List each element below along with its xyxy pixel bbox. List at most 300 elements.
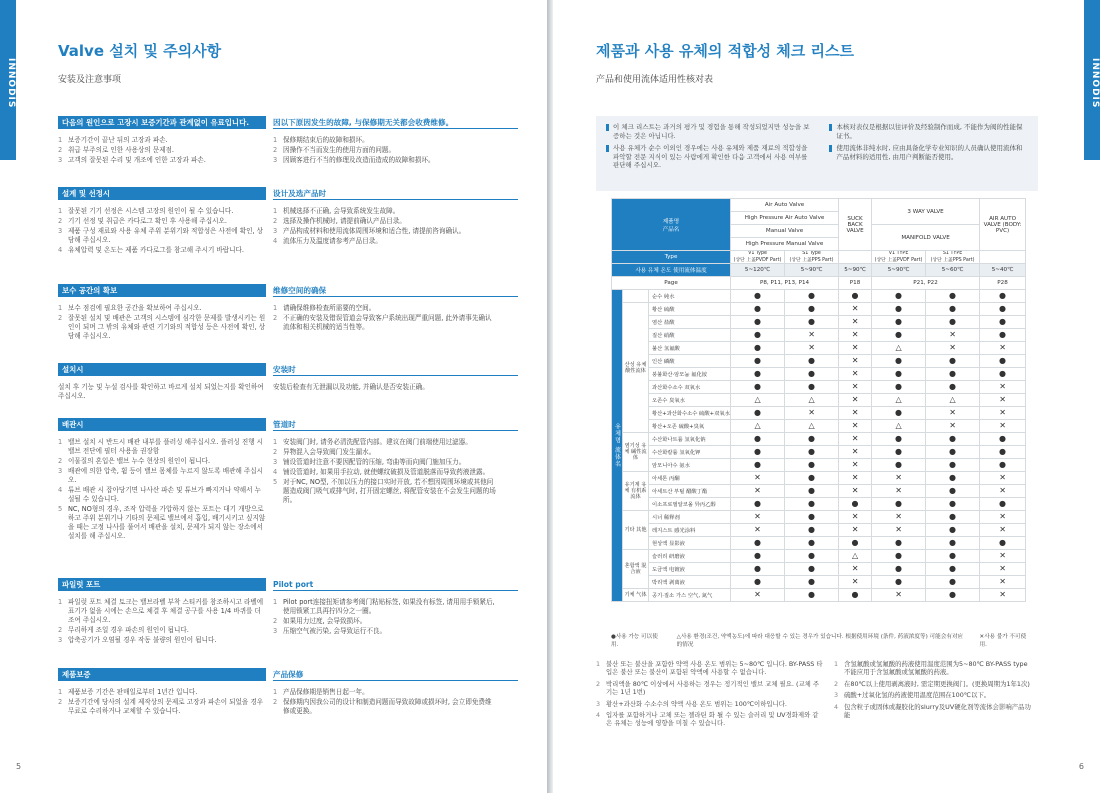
compatibility-symbol: ●: [980, 329, 1026, 342]
item-number: 3: [834, 691, 839, 700]
item-number: 4: [58, 246, 63, 254]
item-text: 압축공기가 오염될 경우 작동 불량의 원인이 됩니다.: [68, 636, 217, 644]
item-number: 1: [596, 660, 601, 668]
item-number: 3: [273, 227, 278, 235]
list-item: [58, 136, 266, 145]
product-name-header: 제품명 产品名: [612, 199, 731, 251]
section-text-kr: [58, 136, 266, 166]
section-heading-cn: 安装时: [273, 363, 518, 376]
footnotes: [596, 660, 1036, 731]
disclaimer-text: 本核对表仅是根据以往评价及经验制作而成, 不能作为阀的性能保证书。: [836, 123, 1023, 140]
list-item: [273, 698, 498, 716]
left-page: [0, 0, 547, 793]
item-number: 1: [58, 304, 63, 312]
item-number: 1: [834, 660, 839, 668]
section-text-cn: [273, 688, 498, 717]
table-row: [612, 498, 1026, 511]
footnote-item: [834, 703, 1034, 720]
section-heading-kr: 다음의 원인으로 고장시 보증기간과 관계없이 유료입니다.: [58, 116, 266, 129]
list-item: [273, 478, 498, 505]
table-row: [612, 342, 1026, 355]
fluid-name: 황산+오존 硫酸+臭氧: [649, 420, 731, 433]
list-item: [58, 156, 266, 165]
compatibility-symbol: △: [785, 420, 839, 433]
compatibility-symbol: ●: [926, 511, 980, 524]
footnote-item: [834, 680, 1034, 688]
list-item: [273, 627, 498, 636]
fluid-name: 도금액 电镀液: [649, 563, 731, 576]
table-row: [612, 524, 1026, 537]
list-item: [58, 486, 266, 504]
compatibility-symbol: ✕: [839, 394, 872, 407]
compatibility-symbol: ●: [926, 472, 980, 485]
page-title: Valve 설치 및 주의사항: [58, 42, 222, 60]
compatibility-symbol: ✕: [839, 524, 872, 537]
section-text-cn: [273, 304, 498, 342]
compatibility-symbol: ●: [872, 329, 926, 342]
item-text: 고객의 잘못된 수리 및 개조에 인한 고장과 파손.: [68, 156, 206, 164]
compatibility-symbol: ✕: [839, 316, 872, 329]
section-text-kr: [58, 598, 266, 646]
item-text: 기기 선정 및 취급은 카다로그 확인 후 사용해 주십시오.: [68, 217, 227, 225]
compatibility-symbol: ●: [872, 368, 926, 381]
table-row: [612, 394, 1026, 407]
item-number: 3: [58, 156, 63, 164]
compatibility-symbol: ●: [872, 563, 926, 576]
compatibility-symbol: ●: [926, 563, 980, 576]
compatibility-symbol: ●: [731, 576, 785, 589]
compatibility-symbol: ✕: [731, 485, 785, 498]
table-row: [612, 563, 1026, 576]
compatibility-symbol: ✕: [980, 524, 1026, 537]
item-number: 2: [273, 314, 278, 322]
compatibility-symbol: ✕: [926, 342, 980, 355]
item-text: 流体压力及温度请参考产品目录。: [283, 237, 382, 245]
compatibility-symbol: ●: [731, 498, 785, 511]
item-text: 产品保修期是销售日起一年。: [283, 688, 369, 696]
fluid-name: 수산화칼륨 氢氧化钾: [649, 446, 731, 459]
compatibility-symbol: ●: [872, 537, 926, 550]
table-row: [612, 329, 1026, 342]
section-text-cn: [273, 207, 498, 256]
legend-item: ●사용 가능 可以使用.: [611, 634, 658, 648]
fluid-name: 현상액 显影液: [649, 537, 731, 550]
list-item: [273, 617, 498, 626]
temperature-cell: 5~90℃: [839, 264, 872, 277]
list-item: [58, 217, 266, 226]
fluid-name: 인산 磷酸: [649, 355, 731, 368]
item-number: 2: [58, 698, 63, 706]
item-text: 제품보증 기간은 판매일로부터 1년간 입니다.: [68, 688, 198, 696]
fluid-name: 질산 硝酸: [649, 329, 731, 342]
page-ref-cell: P21, P22: [872, 277, 980, 290]
type-cell: [980, 251, 1026, 264]
product-name-cell: MANIFOLD VALVE: [872, 225, 980, 251]
compatibility-symbol: ✕: [785, 407, 839, 420]
item-number: 2: [58, 626, 63, 634]
table-row: [612, 576, 1026, 589]
temperature-cell: 5~90℃: [785, 264, 839, 277]
item-number: 1: [58, 136, 63, 144]
compatibility-symbol: ●: [731, 433, 785, 446]
compatibility-symbol: ●: [926, 589, 980, 602]
disclaimer-box: [596, 116, 1038, 191]
compatibility-symbol: ●: [785, 485, 839, 498]
item-text: 파일럿 포트 체결 토크는 밸브라벨 부착 스티커를 참조하시고 라벨에 표기가 없을 시에는 손으로 체결 후 체결 공구를 사용 1/4 바퀴를 더 조여 주십시오.: [68, 598, 264, 624]
item-number: 3: [58, 636, 63, 644]
section-heading-kr: 파일럿 포트: [58, 578, 266, 591]
compatibility-symbol: ✕: [785, 329, 839, 342]
product-name-cell: SUCK BACK VALVE: [839, 199, 872, 251]
fluid-group-label: 염기성 유체 碱性流体: [623, 433, 649, 472]
compatibility-symbol: ✕: [872, 524, 926, 537]
compatibility-symbol: ●: [731, 355, 785, 368]
footnote-item: [834, 691, 1034, 699]
compatibility-symbol: ✕: [731, 589, 785, 602]
compatibility-symbol: ✕: [980, 420, 1026, 433]
table-row: [612, 433, 1026, 446]
compatibility-symbol: ●: [926, 368, 980, 381]
compatibility-symbol: ●: [980, 446, 1026, 459]
temperature-header: 사용 유체 온도 使用流体温度: [612, 264, 731, 277]
compatibility-symbol: ●: [980, 316, 1026, 329]
compatibility-symbol: ✕: [980, 589, 1026, 602]
section-heading-kr: 설계 및 선정시: [58, 187, 266, 200]
item-number: 2: [273, 146, 278, 154]
fluid-name: 이소프로필알코올 异丙乙醇: [649, 498, 731, 511]
compatibility-symbol: ✕: [926, 329, 980, 342]
table-row: [612, 485, 1026, 498]
footnote-item: [834, 660, 1034, 677]
item-number: 3: [58, 467, 63, 475]
item-text: 무리하게 조일 경우 파손의 원인이 됩니다.: [68, 626, 189, 634]
list-item: [58, 457, 266, 466]
compatibility-symbol: ✕: [872, 485, 926, 498]
footnotes-kr: [596, 660, 824, 731]
item-number: 2: [273, 617, 278, 625]
compatibility-symbol: ●: [872, 355, 926, 368]
compatibility-symbol: ✕: [731, 511, 785, 524]
table-row: [612, 199, 1026, 212]
item-number: 2: [596, 679, 601, 688]
item-number: 4: [834, 702, 839, 711]
item-number: 5: [58, 505, 63, 513]
compatibility-symbol: ●: [731, 446, 785, 459]
compatibility-symbol: ●: [980, 303, 1026, 316]
section-header: [58, 284, 518, 297]
item-number: 2: [58, 217, 63, 225]
compatibility-symbol: ✕: [839, 303, 872, 316]
section-text-cn: [273, 136, 498, 166]
item-number: 3: [273, 458, 278, 466]
product-name-cell: High Pressure Manual Valve: [731, 238, 839, 251]
compatibility-symbol: ●: [980, 290, 1026, 303]
temperature-cell: 5~120℃: [731, 264, 785, 277]
compatibility-symbol: ●: [785, 576, 839, 589]
item-text: 因操作不当而发生的使用方面的问题。: [283, 146, 396, 154]
compatibility-symbol: △: [872, 420, 926, 433]
list-item: [58, 688, 266, 697]
brand-tab: INNODIS: [1084, 0, 1100, 160]
compatibility-symbol: ●: [872, 316, 926, 329]
compatibility-symbol: ●: [926, 576, 980, 589]
info-section: [58, 578, 518, 646]
compatibility-symbol: ✕: [785, 342, 839, 355]
item-text: Pilot port连接扭矩请参考阀门粘贴标签, 如果没有标签, 请用用手锁紧后, 使用锁紧工具再拧四分之一圈。: [283, 598, 495, 615]
disclaimer-kr: [606, 123, 814, 184]
compatibility-symbol: ✕: [980, 550, 1026, 563]
list-item: [273, 304, 498, 313]
page-title: 제품과 사용 유체의 적합성 체크 리스트: [596, 42, 854, 60]
table-row: [612, 251, 1026, 264]
section-heading-cn: 产品保修: [273, 668, 518, 681]
item-text: 잘못된 설치 및 배관은 고객의 시스템에 심각한 문제를 발생시키는 원인이 되며 그 밖의 유체와 관련 기기와의 적합성 등은 사전에 확인, 상담해 주십시오.: [68, 314, 266, 340]
table-row: [612, 459, 1026, 472]
compatibility-symbol: ✕: [926, 420, 980, 433]
compatibility-symbol: ●: [839, 589, 872, 602]
compatibility-symbol: ●: [731, 381, 785, 394]
section-heading-kr: 제품보증: [58, 668, 266, 681]
legend-item: △사용 환경(조건, 약액농도)에 따라 대응할 수 있는 경우가 있습니다. 根据使用环境 (条件, 药液浓度等) 可能会有对应的情况: [676, 634, 964, 648]
fluid-name: 시너 稀释剂: [649, 511, 731, 524]
compatibility-symbol: ✕: [980, 563, 1026, 576]
table-row: [612, 472, 1026, 485]
temperature-cell: 5~60℃: [926, 264, 980, 277]
section-text-cn: [273, 598, 498, 646]
item-number: 1: [58, 688, 63, 696]
section-body: [58, 207, 518, 256]
compatibility-symbol: ✕: [839, 485, 872, 498]
section-header: [58, 116, 518, 129]
compatibility-symbol: ●: [785, 589, 839, 602]
compatibility-symbol: ●: [926, 537, 980, 550]
section-text-kr: [58, 688, 266, 717]
compatibility-symbol: ✕: [872, 472, 926, 485]
compatibility-symbol: ✕: [839, 329, 872, 342]
legend-item: ✕사용 불가 不可使用.: [979, 634, 1027, 648]
table-row: [612, 511, 1026, 524]
fluid-name: 레지스트 感光涂料: [649, 524, 731, 537]
compatibility-symbol: ●: [926, 498, 980, 511]
section-text-cn: [273, 383, 498, 401]
item-text: 因顾客进行不当的修理及改造而造成的故障和损坏。: [283, 156, 435, 164]
fluid-group-label: 유기계 유체 有机系流体: [623, 472, 649, 511]
compatibility-symbol: ●: [731, 550, 785, 563]
compatibility-symbol: ✕: [839, 342, 872, 355]
info-section: [58, 363, 518, 401]
list-item: [273, 458, 498, 467]
compatibility-symbol: △: [731, 394, 785, 407]
compatibility-symbol: ●: [839, 290, 872, 303]
compatibility-symbol: ●: [731, 537, 785, 550]
compatibility-symbol: ●: [926, 550, 980, 563]
compatibility-symbol: ●: [839, 498, 872, 511]
item-text: 보증기간이 끝난 뒤의 고장과 파손.: [68, 136, 168, 144]
compatibility-symbol: ●: [926, 381, 980, 394]
table-row: [612, 264, 1026, 277]
item-number: 3: [596, 699, 601, 708]
compatibility-symbol: ✕: [839, 355, 872, 368]
table-row: [612, 407, 1026, 420]
compatibility-symbol: ●: [785, 537, 839, 550]
footnote-item: [596, 700, 824, 708]
section-heading-cn: 维修空间的确保: [273, 284, 518, 297]
section-body: [58, 438, 518, 542]
compatibility-symbol: ●: [872, 407, 926, 420]
compatibility-symbol: ✕: [839, 381, 872, 394]
compatibility-symbol: ●: [872, 433, 926, 446]
table-row: [612, 420, 1026, 433]
compatibility-table: [611, 198, 1026, 602]
section-header: [58, 363, 518, 376]
right-page: [553, 0, 1100, 793]
item-number: 4: [596, 711, 601, 720]
disclaimer-text: 사용 유체가 순수 이외인 경우에는 사용 유체와 제품 재료의 적합성을 파악할 전문 지식이 있는 사람에게 확인한 다음 고객에서 사용 여부를 판단해 주십시오.: [613, 144, 808, 170]
list-item: [58, 146, 266, 155]
product-name-cell: AIR AUTO VALVE (BODY: PVC): [980, 199, 1026, 251]
product-name-cell: High Pressure Air Auto Valve: [731, 212, 839, 225]
fluid-name: 슬러리 研磨液: [649, 550, 731, 563]
compatibility-symbol: ●: [785, 563, 839, 576]
section-body: [58, 688, 518, 717]
item-text: 铺设管道时, 如果用手拉动, 就使螺纹破损及管道脱落而导致药液泄露。: [283, 468, 490, 476]
footnote-text: 황산+과산화 수소수의 약액 사용 온도 범위는 100℃이하입니다.: [606, 699, 787, 708]
item-number: 1: [273, 136, 278, 144]
section-text-cn: [273, 438, 498, 542]
item-number: 1: [58, 438, 63, 446]
item-number: 2: [273, 448, 278, 456]
section-body: [58, 136, 518, 166]
compatibility-symbol: ●: [926, 303, 980, 316]
footnote-item: [596, 711, 824, 728]
list-item: [273, 598, 498, 616]
section-header: [58, 187, 518, 200]
compatibility-symbol: ✕: [980, 511, 1026, 524]
compatibility-symbol: ●: [980, 459, 1026, 472]
section-body: [58, 383, 518, 401]
item-number: 1: [273, 207, 278, 215]
footnote-text: 包含粒子或固体或凝胶化的slurry及UV硬化剂等流体会影响产品功能: [844, 702, 1031, 720]
footnote-item: [596, 660, 824, 677]
compatibility-symbol: ✕: [980, 394, 1026, 407]
item-text: 选择及操作机械时, 请提前确认产品目录。: [283, 217, 406, 225]
footnote-text: 硫酸+过氧化氢的药液使用温度范围在100℃以下。: [844, 691, 991, 700]
table-row: [612, 368, 1026, 381]
compatibility-symbol: △: [731, 420, 785, 433]
compatibility-symbol: ●: [785, 355, 839, 368]
compatibility-symbol: ●: [785, 446, 839, 459]
item-text: 铺设管道时注意不要因配管的压缩, 弯曲等而向阀门施加压力。: [283, 458, 466, 466]
compatibility-symbol: ●: [731, 563, 785, 576]
item-text: 安装阀门时, 请务必清洗配管内部。建议在阀门前端使用过滤器。: [283, 438, 472, 446]
disclaimer-text: 使用流体非纯水时, 应由具备化学专业知识的人员确认使用流体和产品材料的适用性, 由用户判断能否使用。: [836, 144, 1023, 161]
footnote-text: 含氢氟酸或氢氟酸的药液使用温度范围为5~80℃ BY-PASS type 不能应用于含氢氟酸或氢氟酸的药液。: [844, 660, 1028, 677]
compatibility-symbol: ●: [731, 290, 785, 303]
compatibility-symbol: ✕: [731, 472, 785, 485]
list-item: [58, 636, 266, 645]
compatibility-symbol: ●: [731, 316, 785, 329]
disclaimer-item: [606, 123, 814, 140]
section-body: [58, 304, 518, 342]
section-text-kr: [58, 207, 266, 256]
section-body: [58, 598, 518, 646]
compatibility-symbol: ●: [785, 290, 839, 303]
compatibility-symbol: ●: [839, 537, 872, 550]
section-header: [58, 418, 518, 431]
info-section: [58, 187, 518, 256]
table-row: [612, 303, 1026, 316]
bullet-marker: [606, 124, 609, 131]
compatibility-symbol: ●: [872, 303, 926, 316]
fluid-name: 오존수 臭氧水: [649, 394, 731, 407]
list-item: [58, 314, 266, 341]
section-text-kr: [58, 383, 266, 401]
item-number: 3: [273, 627, 278, 635]
compatibility-symbol: ✕: [839, 563, 872, 576]
section-heading-cn: 因以下原因发生的故障, 与保修期无关都会收费维修。: [273, 116, 518, 129]
compatibility-symbol: ●: [731, 368, 785, 381]
table-row: [612, 277, 1026, 290]
item-text: 保修期结束后的故障和损坏。: [283, 136, 369, 144]
section-heading-kr: 설치시: [58, 363, 266, 376]
compatibility-symbol: ●: [926, 355, 980, 368]
compatibility-symbol: ●: [872, 459, 926, 472]
footnote-text: 입자를 포함하거나 고체 또는 젤라틴 화 될 수 있는 슬러리 및 UV경화제와 같은 유체는 성능에 영향을 미칠 수 있습니다.: [606, 711, 819, 728]
fluid-name: 염산 盐酸: [649, 316, 731, 329]
compatibility-symbol: ●: [872, 576, 926, 589]
list-item: [273, 237, 498, 246]
section-heading-cn: 设计及选产品时: [273, 187, 518, 200]
item-number: 1: [273, 438, 278, 446]
paragraph: 安装后检查有无泄漏以及功能, 并确认是否安装正确。: [273, 383, 429, 391]
compatibility-symbol: ✕: [926, 407, 980, 420]
type-cell: V1 Type (상단 上盖PVDF Part): [731, 251, 785, 264]
fluid-name: 황산 硫酸: [649, 303, 731, 316]
list-item: [58, 626, 266, 635]
fluid-name: 아세톤 丙酮: [649, 472, 731, 485]
section-text-kr: [58, 304, 266, 342]
fluid-name: 수산화나트륨 氢氧化钠: [649, 433, 731, 446]
fluid-name: 아세트산 부틸 醋酸丁酯: [649, 485, 731, 498]
list-item: [58, 304, 266, 313]
compatibility-symbol: ✕: [731, 524, 785, 537]
item-number: 1: [273, 688, 278, 696]
footnote-text: 박리액을 80℃ 이상에서 사용하는 경우는 정기적인 밸브 교체 필요. (교체 주기는 1년 1번): [606, 679, 819, 697]
item-number: 3: [273, 156, 278, 164]
list-item: [273, 688, 498, 697]
temperature-cell: 5~90℃: [872, 264, 926, 277]
item-number: 4: [273, 237, 278, 245]
compatibility-symbol: △: [926, 394, 980, 407]
disclaimer-cn: [829, 123, 1028, 184]
compatibility-symbol: ●: [785, 472, 839, 485]
fluid-name: 박리액 剥离液: [649, 576, 731, 589]
type-cell: S1 TYPE (상단 上盖PPS Part): [926, 251, 980, 264]
list-item: [58, 227, 266, 245]
list-item: [273, 146, 498, 155]
page-ref-cell: P8, P11, P13, P14: [731, 277, 839, 290]
compatibility-symbol: △: [785, 394, 839, 407]
product-name-cell: 3 WAY VALVE: [872, 199, 980, 225]
product-name-cell: Manual Valve: [731, 225, 839, 238]
compatibility-symbol: ●: [926, 459, 980, 472]
item-number: 4: [273, 468, 278, 476]
compatibility-symbol: ●: [980, 537, 1026, 550]
list-item: [58, 698, 266, 716]
list-item: [273, 468, 498, 477]
compatibility-symbol: ✕: [980, 472, 1026, 485]
compatibility-symbol: ●: [785, 511, 839, 524]
